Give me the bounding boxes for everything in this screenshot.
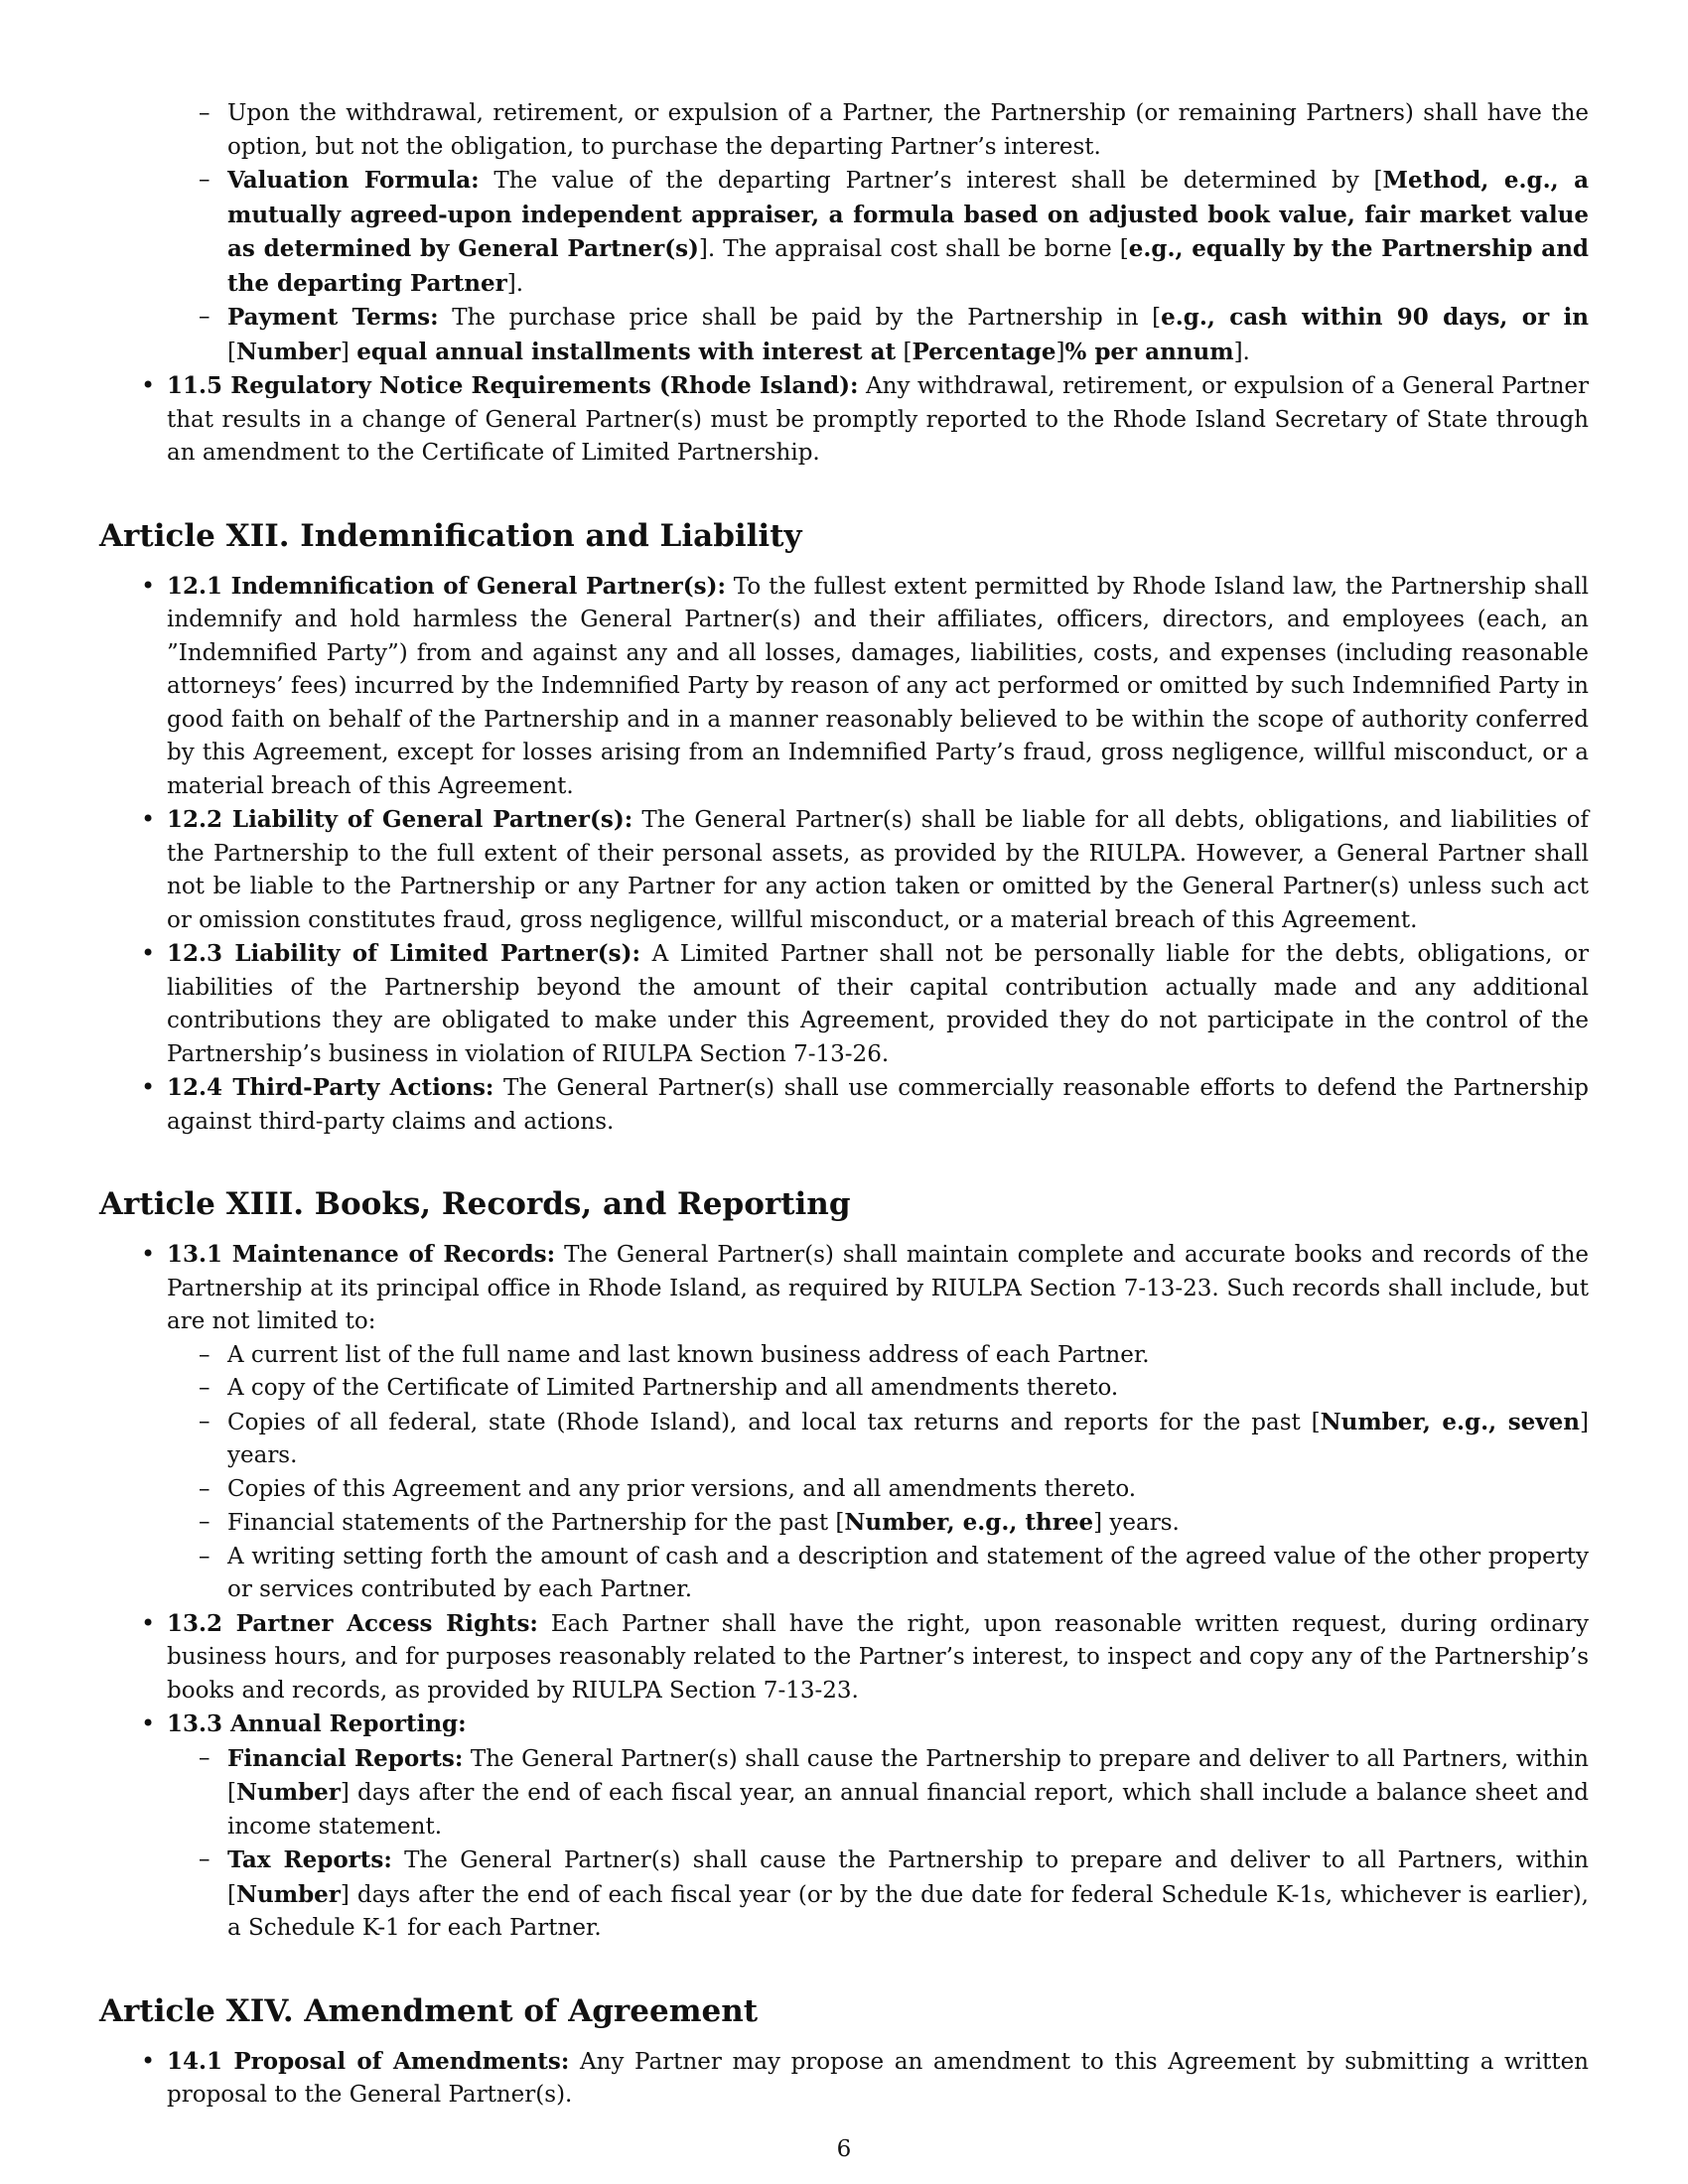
list-item-11-5 bbox=[99, 369, 1589, 471]
article-14-heading: Article XIV. Amendment of Agreement bbox=[99, 1992, 759, 2029]
text-segment: ] years. bbox=[1093, 1510, 1180, 1536]
item-heading: 14.1 Proposal of Amendments: bbox=[167, 2047, 570, 2075]
item-heading: 12.1 Indemnification of General Partner(s): bbox=[167, 572, 726, 600]
withdrawal-sublist bbox=[99, 97, 1589, 369]
bold-text: Financial Reports: bbox=[227, 1744, 464, 1772]
bold-text: % per annum bbox=[1064, 338, 1234, 365]
list-item bbox=[167, 1473, 1589, 1507]
reporting-sublist bbox=[167, 1742, 1589, 1946]
list-item-13-1 bbox=[99, 1238, 1589, 1607]
article-13-heading: Article XIII. Books, Records, and Reporting bbox=[99, 1186, 851, 1222]
text-segment: Financial statements of the Partnership for the past [ bbox=[227, 1510, 845, 1536]
text-segment: The purchase price shall be paid by the Partnership in [ bbox=[438, 305, 1162, 331]
text-segment: Upon the withdrawal, retirement, or expulsion of a Partner, the Partnership (or remaining Partners) shall have the option, but not the obligation, to purchase the departing Partner’s interest. bbox=[227, 100, 1589, 160]
bold-text: Number bbox=[235, 338, 341, 365]
list-item bbox=[167, 1506, 1589, 1541]
bold-text: Number bbox=[235, 1779, 341, 1806]
item-text: A Limited Partner shall not be personally liable for the debts, obligations, or liabilities of the Partnership beyond the amount of their capital contribution actually made and any additional contributions they are obligated to make under this Agreement, provided they do not participate in the control of the Partnership’s business in violation of RIULPA Section 7-13-26. bbox=[167, 941, 1590, 1067]
article-12-list bbox=[99, 570, 1589, 1140]
list-item bbox=[99, 301, 1589, 369]
bold-text: Method, e.g., a mutually agreed-upon independent appraiser, a formula based on adjusted book value, fair market value as determined by General Partner(s) bbox=[227, 167, 1589, 262]
text-segment: ] years. bbox=[227, 1409, 1590, 1468]
text-segment: ] days after the end of each fiscal year, an annual financial report, which shall include a balance sheet and income statement. bbox=[227, 1780, 1589, 1840]
text-segment: The General Partner(s) shall cause the Partnership to prepare and deliver to all Partners, within [ bbox=[227, 1847, 1589, 1908]
text-segment: [ bbox=[227, 339, 236, 365]
bold-text: Tax Reports: bbox=[227, 1846, 392, 1873]
text-segment: ] days after the end of each fiscal year (or by the due date for federal Schedule K-1s, whichever is earlier), a Schedule K-1 for each Partner. bbox=[227, 1881, 1589, 1941]
item-heading: 13.3 Annual Reporting: bbox=[167, 1710, 467, 1737]
item-heading: 13.1 Maintenance of Records: bbox=[167, 1241, 556, 1268]
item-text: To the fullest extent permitted by Rhode Island law, the Partnership shall indemnify and hold harmless the General Partner(s) and their affiliates, officers, directors, and employees (each, an ”Indemnified Party”) from and against any and all losses, damages, liabilities, costs, and expenses (including reasonable attorneys’ fees) incurred by the Indemnified Party by reason of any act performed or omitted by such Indemnified Party in good faith on behalf of the Partnership and in a manner reasonably believed to be within the scope of authority conferred by this Agreement, except for losses arising from an Indemnified Party’s fraud, gross negligence, willful misconduct, or a material breach of this Agreement. bbox=[167, 573, 1589, 799]
text-segment: ]. bbox=[506, 270, 524, 297]
list-item-14-1 bbox=[99, 2045, 1589, 2113]
list-item-12-1 bbox=[99, 570, 1589, 804]
item-heading: 11.5 Regulatory Notice Requirements (Rhode Island): bbox=[167, 372, 859, 399]
text-segment: A copy of the Certificate of Limited Partnership and all amendments thereto. bbox=[227, 1375, 1119, 1401]
item-text: Each Partner shall have the right, upon reasonable written request, during ordinary business hours, and for purposes reasonably related to the Partner’s interest, to inspect and copy any of the Partnership’s books and records, as provided by RIULPA Section 7-13-23. bbox=[167, 1610, 1589, 1704]
list-item bbox=[167, 1541, 1589, 1607]
bold-text: Payment Terms: bbox=[227, 304, 439, 331]
bold-text: equal annual installments with interest at bbox=[356, 338, 897, 365]
item-heading: 13.2 Partner Access Rights: bbox=[167, 1609, 538, 1637]
page-number: 6 bbox=[836, 2136, 852, 2162]
item-heading: 12.2 Liability of General Partner(s): bbox=[167, 806, 633, 833]
bold-text: Number, e.g., seven bbox=[1320, 1408, 1581, 1435]
list-item-12-2 bbox=[99, 803, 1589, 937]
item-heading: 12.3 Liability of Limited Partner(s): bbox=[167, 940, 640, 967]
list-item bbox=[99, 164, 1589, 301]
item-heading: 12.4 Third-Party Actions: bbox=[167, 1074, 494, 1101]
document-page bbox=[99, 97, 1589, 2113]
text-segment: [ bbox=[896, 339, 913, 365]
text-segment: A current list of the full name and last known business address of each Partner. bbox=[227, 1341, 1150, 1368]
bold-text: Valuation Formula: bbox=[227, 167, 480, 194]
item-text: The General Partner(s) shall be liable for all debts, obligations, and liabilities of the Partnership to the full extent of their personal assets, as provided by the RIULPA. However, a General Partner shall not be liable to the Partnership or any Partner for any action taken or omitted by the General Partner(s) unless such act or omission constitutes fraud, gross negligence, willful misconduct, or a material breach of this Agreement. bbox=[167, 807, 1590, 933]
text-segment: Copies of all federal, state (Rhode Island), and local tax returns and reports for the past [ bbox=[227, 1409, 1321, 1435]
article-13-list bbox=[99, 1238, 1589, 1946]
text-segment: ]. bbox=[1233, 339, 1250, 365]
text-segment: The General Partner(s) shall cause the Partnership to prepare and deliver to all Partners, within [ bbox=[227, 1745, 1589, 1806]
text-segment: ] bbox=[340, 339, 357, 365]
text-segment: Copies of this Agreement and any prior versions, and all amendments thereto. bbox=[227, 1475, 1137, 1502]
section-11-list bbox=[99, 369, 1589, 471]
text-segment: A writing setting forth the amount of cash and a description and statement of the agreed value of the other property or services contributed by each Partner. bbox=[227, 1543, 1589, 1602]
list-item bbox=[167, 1406, 1589, 1473]
item-text: The General Partner(s) shall maintain complete and accurate books and records of the Partnership at its principal office in Rhode Island, as required by RIULPA Section 7-13-23. Such records shall include, but are not limited to: bbox=[167, 1242, 1589, 1334]
bold-text: e.g., cash within 90 days, or in bbox=[1161, 304, 1589, 331]
item-text: Any withdrawal, retirement, or expulsion of a General Partner that results in a change of General Partner(s) must be promptly reported to the Rhode Island Secretary of State through an amendment to the Certificate of Limited Partnership. bbox=[167, 373, 1589, 466]
article-12-heading: Article XII. Indemnification and Liability bbox=[99, 517, 802, 554]
bold-text: Percentage bbox=[912, 338, 1056, 365]
list-item-13-2 bbox=[99, 1607, 1589, 1708]
bold-text: Number bbox=[235, 1880, 341, 1908]
bold-text: e.g., equally by the Partnership and the departing Partner bbox=[227, 235, 1589, 297]
list-item-12-4 bbox=[99, 1071, 1589, 1139]
list-item bbox=[99, 97, 1589, 164]
list-item-13-3 bbox=[99, 1707, 1589, 1946]
list-item bbox=[167, 1742, 1589, 1844]
text-segment: The value of the departing Partner’s interest shall be determined by [ bbox=[479, 168, 1383, 194]
article-14-list bbox=[99, 2045, 1589, 2113]
records-sublist bbox=[167, 1339, 1589, 1607]
item-text: Any Partner may propose an amendment to this Agreement by submitting a written proposal to the General Partner(s). bbox=[167, 2048, 1589, 2108]
list-item-12-3 bbox=[99, 937, 1589, 1071]
text-segment: ] bbox=[1055, 339, 1065, 365]
item-text: The General Partner(s) shall use commercially reasonable efforts to defend the Partnership against third-party claims and actions. bbox=[167, 1075, 1589, 1135]
list-item bbox=[167, 1339, 1589, 1373]
text-segment: ]. The appraisal cost shall be borne [ bbox=[698, 236, 1129, 262]
list-item bbox=[167, 1843, 1589, 1946]
bold-text: Number, e.g., three bbox=[844, 1509, 1094, 1536]
list-item bbox=[167, 1372, 1589, 1406]
